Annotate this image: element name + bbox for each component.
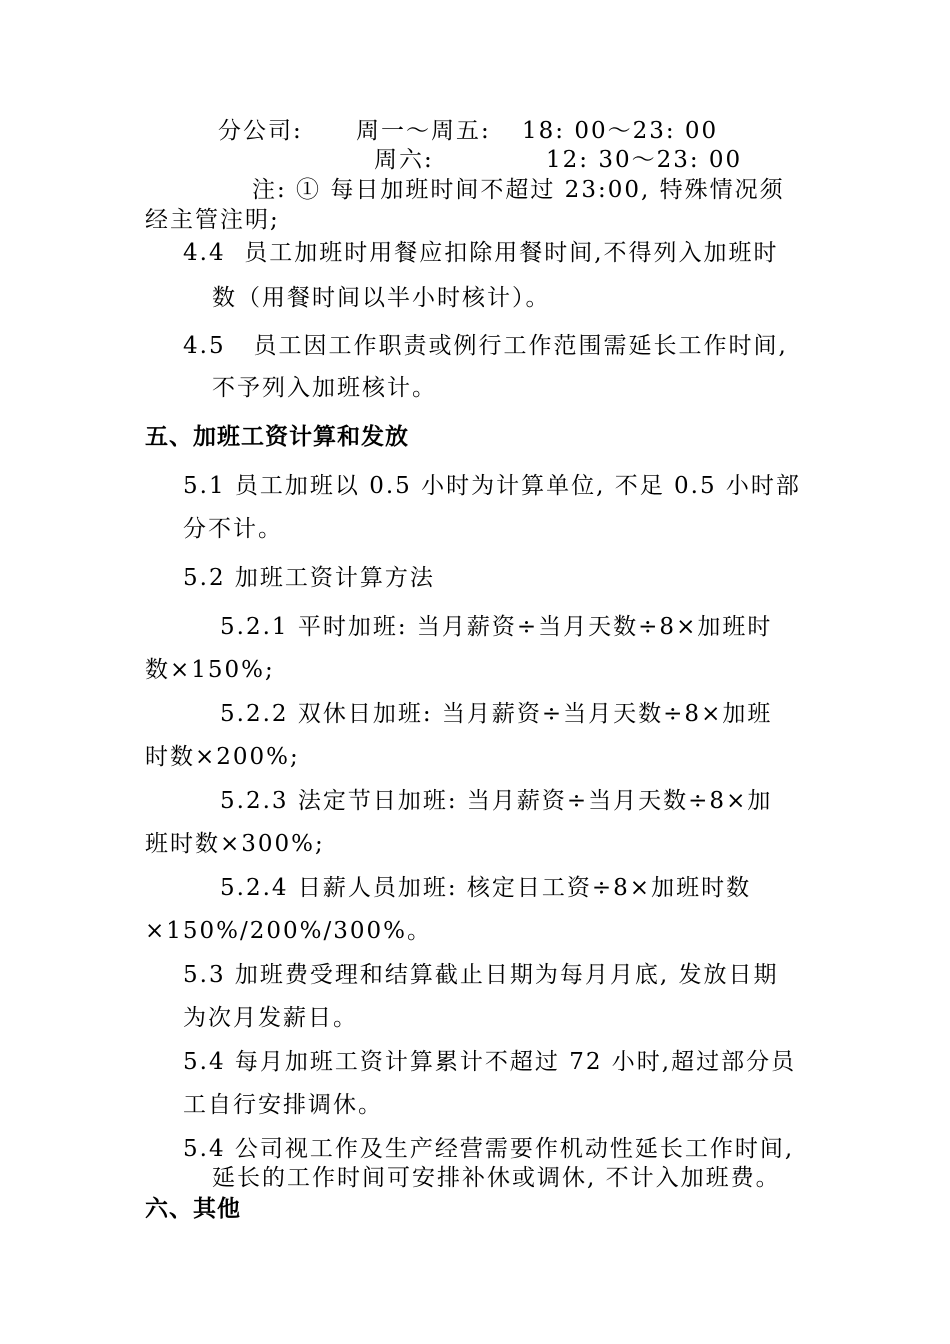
item-4-5-line-1: 4.5 员工因工作职责或例行工作范围需延长工作时间,: [183, 333, 788, 359]
item-5-2-4-line-2: ×150%/200%/300%。: [145, 918, 433, 944]
note-line-2: 经主管注明;: [145, 207, 280, 233]
weekday-time: 18: 00～23: 00: [522, 118, 719, 144]
item-5-2-3-line-2: 班时数×300%;: [145, 831, 325, 857]
item-5-2-4-line-1: 5.2.4 日薪人员加班: 核定日工资÷8×加班时数: [220, 875, 752, 901]
item-4-4-line-1: 4.4 员工加班时用餐应扣除用餐时间,不得列入加班时: [183, 240, 779, 266]
weekday-label: 周一～周五:: [356, 118, 491, 144]
saturday-time: 12: 30～23: 00: [546, 147, 743, 173]
item-4-4-line-2: 数（用餐时间以半小时核计）。: [212, 285, 551, 311]
item-5-3-line-2: 为次月发薪日。: [183, 1005, 358, 1031]
section-5-heading: 五、加班工资计算和发放: [145, 424, 409, 450]
item-4-5-line-2: 不予列入加班核计。: [212, 375, 437, 401]
item-5-1-line-1: 5.1 员工加班以 0.5 小时为计算单位, 不足 0.5 小时部: [183, 473, 801, 499]
item-5-4b-line-2: 延长的工作时间可安排补休或调休, 不计入加班费。: [212, 1165, 781, 1191]
section-6-heading: 六、其他: [145, 1196, 241, 1222]
item-5-3-line-1: 5.3 加班费受理和结算截止日期为每月月底, 发放日期: [183, 962, 779, 988]
item-5-2-3-line-1: 5.2.3 法定节日加班: 当月薪资÷当月天数÷8×加: [220, 788, 773, 814]
item-5-2-2-line-2: 时数×200%;: [145, 744, 300, 770]
item-5-4a-line-2: 工自行安排调休。: [183, 1092, 383, 1118]
saturday-label: 周六:: [374, 147, 434, 173]
branch-label: 分公司:: [218, 118, 303, 144]
item-5-4a-line-1: 5.4 每月加班工资计算累计不超过 72 小时,超过部分员: [183, 1049, 797, 1075]
item-5-4b-line-1: 5.4 公司视工作及生产经营需要作机动性延长工作时间,: [183, 1136, 795, 1162]
item-5-1-line-2: 分不计。: [183, 516, 283, 542]
item-5-2-1-line-1: 5.2.1 平时加班: 当月薪资÷当月天数÷8×加班时: [220, 614, 773, 640]
note-line-1: 注: ① 每日加班时间不超过 23:00, 特殊情况须: [252, 177, 785, 203]
item-5-2-1-line-2: 数×150%;: [145, 657, 275, 683]
item-5-2-2-line-1: 5.2.2 双休日加班: 当月薪资÷当月天数÷8×加班: [220, 701, 773, 727]
item-5-2: 5.2 加班工资计算方法: [183, 565, 435, 591]
